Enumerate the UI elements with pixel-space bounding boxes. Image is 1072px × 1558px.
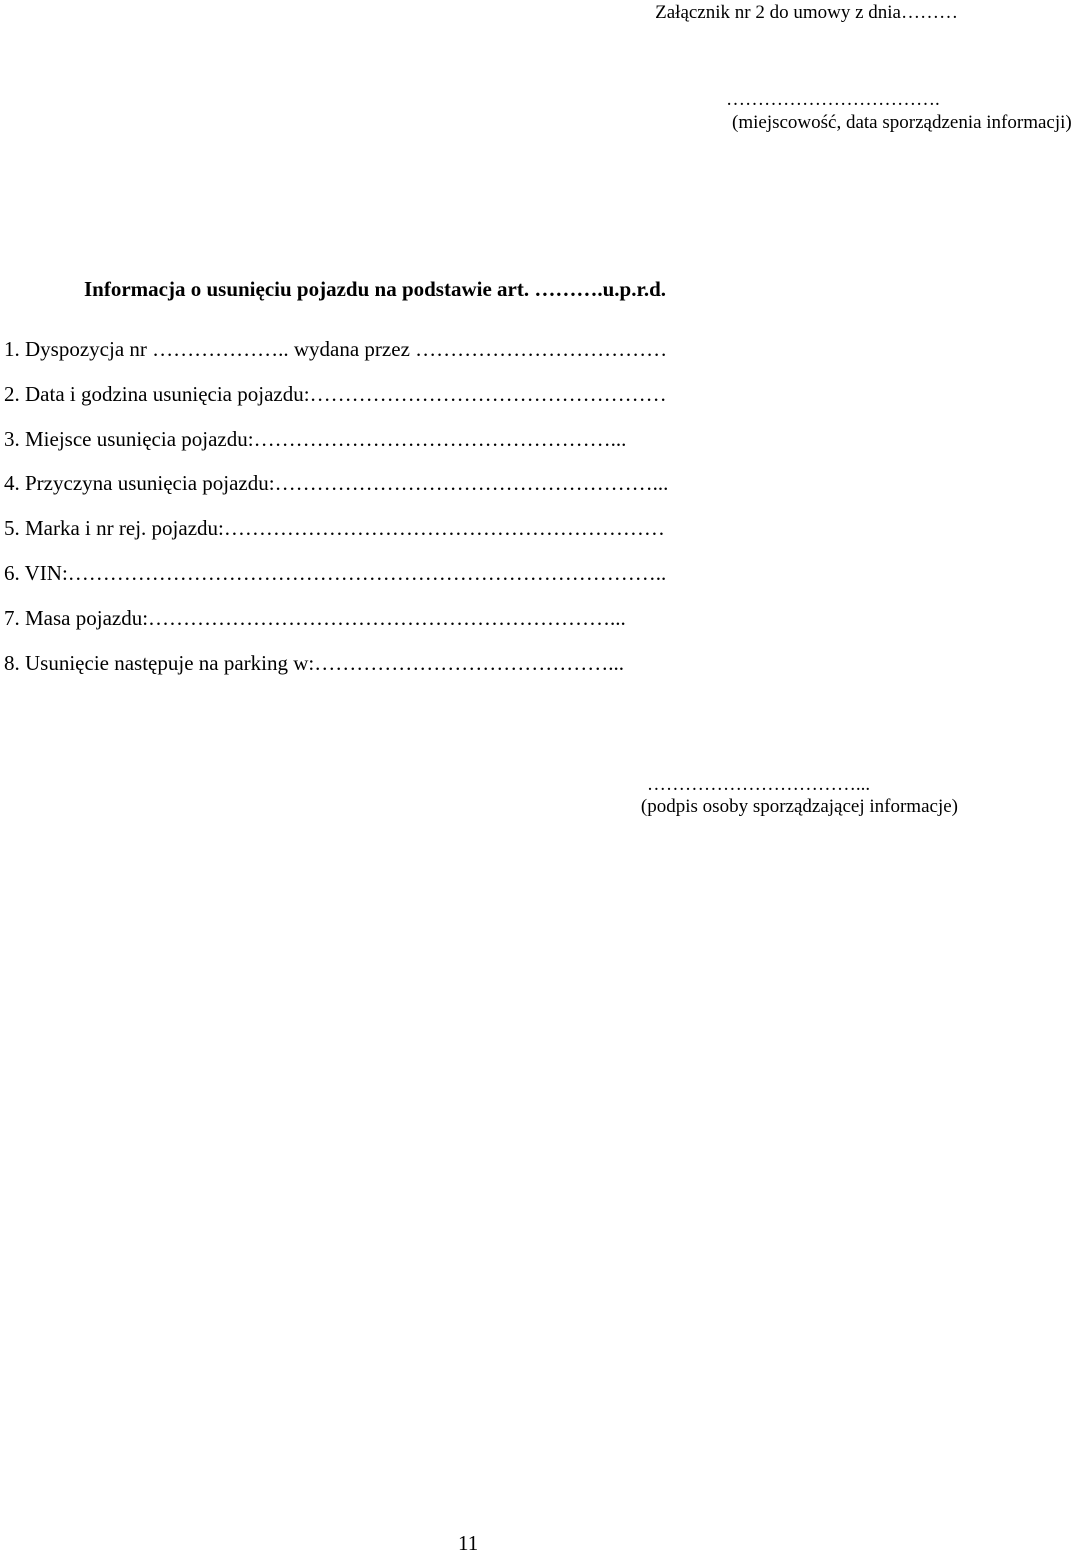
signature-caption: (podpis osoby sporządzającej informacje) — [640, 796, 958, 817]
field-removal-place: 3. Miejsce usunięcia pojazdu:……………………………………………... — [4, 426, 627, 451]
annex-reference: Załącznik nr 2 do umowy z dnia……… — [655, 2, 958, 23]
page-number: 11 — [458, 1531, 479, 1555]
field-removal-reason: 4. Przyczyna usunięcia pojazdu:………………………………………………... — [4, 471, 669, 496]
field-parking-location: 8. Usunięcie następuje na parking w:……………………………………... — [4, 650, 624, 675]
field-vin: 6. VIN:………………………………………………………………………….. — [4, 560, 667, 585]
signature-block — [641, 774, 958, 818]
place-date-caption: (miejscowość, data sporządzenia informacji) — [732, 112, 1072, 133]
field-removal-datetime: 2. Data i godzina usunięcia pojazdu:…………………………………………… — [4, 381, 667, 406]
field-vehicle-mass: 7. Masa pojazdu:…………………………………………………………... — [4, 605, 626, 630]
place-date-block — [558, 88, 1072, 134]
signature-dots: ……………………………... — [646, 774, 871, 795]
field-dispatch-number: 1. Dyspozycja nr ……………….. wydana przez ……………………………… — [4, 337, 668, 361]
place-date-dots: ……………………………. — [726, 89, 940, 110]
field-make-registration: 5. Marka i nr rej. pojazdu:……………………………………………………… — [4, 516, 665, 541]
form-fields-list — [4, 335, 960, 693]
document-title: Informacja o usunięciu pojazdu na podstawie art. ……….u.p.r.d. — [84, 277, 667, 301]
